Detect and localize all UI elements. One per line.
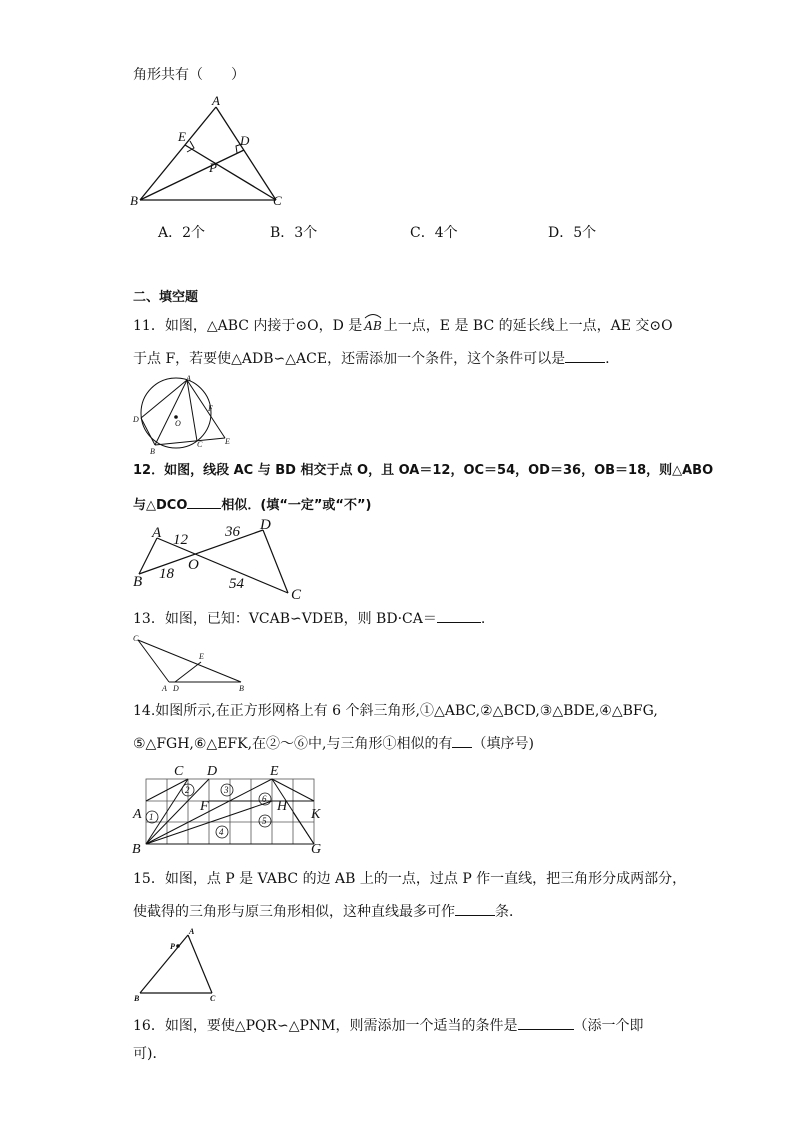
q14-circle-2: 2 (185, 785, 190, 795)
q14-grid (146, 779, 314, 844)
q12-label-b: B (133, 574, 143, 590)
q12-line2 (133, 494, 371, 515)
q12-label-c: C (291, 587, 302, 603)
q15-line2 (133, 901, 523, 921)
q10-option-d: D．5个 (548, 225, 597, 241)
q15-point-p (176, 944, 180, 948)
q12-line1: 12．如图，线段 AC 与 BD 相交于点 O，且 OA＝12，OC＝54，OD＝36，OB＝18，则△ABO (133, 463, 714, 478)
q10-label-d: D (240, 133, 250, 148)
section-title: 二、填空题 (133, 290, 199, 305)
q14-circle-5: 5 (262, 816, 267, 826)
q10-side-ac (216, 107, 276, 200)
q11-label-f: F (208, 404, 213, 413)
q11-label-c: C (197, 440, 203, 449)
q14-circle-6: 6 (262, 794, 267, 804)
q16-answer-blank (518, 1015, 574, 1030)
q10-label-a: A (212, 93, 220, 108)
q10-label-c: C (273, 193, 282, 208)
q11-line1 (133, 317, 673, 335)
q11-segment-bce (155, 438, 225, 445)
q10-label-b: B (130, 193, 138, 208)
q10-label-e: E (178, 129, 186, 144)
q14-line2 (133, 733, 534, 753)
q13-label-c: C (133, 634, 139, 643)
q14-label-f: F (200, 799, 209, 814)
q11-arc-ab (364, 317, 381, 335)
q12-number-18: 18 (159, 566, 174, 582)
q10-segment-bd (140, 150, 244, 200)
q14-label-k: K (311, 807, 321, 822)
q15-label-p: P (170, 942, 175, 951)
q15-label-a: A (189, 927, 195, 936)
q10-label-p: P (209, 160, 217, 175)
q15-answer-blank (455, 901, 495, 916)
q11-arc-label: AB (364, 319, 382, 333)
q12-figure (133, 516, 313, 601)
q11-figure (133, 374, 243, 456)
q15-label-c: C (210, 994, 216, 1003)
q12-label-a: A (152, 525, 162, 541)
q11-label-o: O (175, 419, 181, 428)
q10-side-ab (140, 107, 216, 200)
q11-segment-ae (187, 380, 225, 438)
q11-line2-text: 于点 F，若要使△ADB∽△ACE，还需添加一个条件，这个条件可以是 (133, 351, 566, 367)
q12-number-36: 36 (225, 524, 240, 540)
q13-figure (133, 632, 253, 692)
q13-segment-de (175, 662, 201, 682)
q13-answer-blank (437, 608, 481, 623)
q14-label-h: H (277, 799, 288, 814)
q15-side-ac (188, 935, 212, 993)
q13-label-b: B (239, 684, 244, 693)
q10-figure (130, 95, 290, 210)
q12-answer-blank (187, 494, 221, 509)
q14-figure (130, 760, 330, 855)
q14-label-a: A (133, 807, 142, 822)
q11-label-e: E (225, 437, 230, 446)
q14-label-b: B (132, 842, 141, 857)
q11-label-a: A (186, 374, 191, 383)
q11-line2 (133, 348, 610, 368)
q15-side-ab (140, 935, 188, 993)
q15-line1: 15．如图，点 P 是 VABC 的边 AB 上的一点，过点 P 作一直线，把三角形分成两部分， (133, 871, 687, 887)
q12-line2-end: 相似．(填“一定”或“不”) (221, 498, 372, 513)
q15-figure (130, 925, 230, 1005)
arc-symbol-icon (364, 313, 382, 319)
q14-circle-4: 4 (219, 827, 224, 837)
q12-line2-start: 与△DCO (133, 498, 188, 513)
q13-line1 (133, 608, 485, 628)
q14-line2-start: ⑤△FGH,⑥△EFK,在②～⑥中,与三角形①相似的有 (133, 736, 453, 752)
q14-label-g: G (311, 842, 322, 857)
q13-label-a: A (162, 684, 167, 693)
q11-segment-db (141, 418, 155, 445)
q16-line2: 可)． (133, 1046, 167, 1062)
q11-line2-period: . (605, 351, 610, 367)
q11-side-ac (187, 380, 197, 441)
q14-answer-blank (452, 733, 472, 748)
q11-side-ab (155, 380, 187, 445)
q14-label-e: E (270, 764, 279, 779)
q12-number-12: 12 (173, 532, 188, 548)
q14-label-c: C (174, 764, 184, 779)
q12-number-54: 54 (229, 576, 244, 592)
q15-label-b: B (134, 994, 140, 1003)
q13-line1-period: . (480, 611, 486, 627)
q11-answer-blank (565, 348, 605, 363)
q10-stem-tail: 角形共有（ ） (133, 67, 245, 83)
q11-label-d: D (133, 415, 139, 424)
q14-circle-3: 3 (224, 785, 229, 795)
q11-line1-start: 11．如图，△ABC 内接于⊙O，D 是 (133, 318, 363, 334)
q14-circle-1: 1 (149, 812, 154, 822)
q10-option-b: B．3个 (270, 225, 318, 241)
q11-line1-end: 上一点，E 是 BC 的延长线上一点，AE 交⊙O (383, 318, 673, 334)
q15-line2-start: 使截得的三角形与原三角形相似，这种直线最多可作 (133, 904, 455, 920)
q16-line1-end: （添一个即 (573, 1018, 644, 1034)
q11-label-b: B (150, 447, 155, 456)
q10-option-c: C．4个 (410, 225, 458, 241)
q12-label-d: D (260, 517, 271, 533)
q14-label-d: D (207, 764, 218, 779)
q14-line2-end: （填序号) (472, 736, 534, 752)
q13-label-e: E (199, 652, 204, 661)
q16-line1 (133, 1015, 644, 1035)
q13-line1-text: 13．如图，已知：VCAB∽VDEB，则 BD·CA＝ (133, 611, 437, 627)
q14-line1: 14.如图所示,在正方形网格上有 6 个斜三角形,①△ABC,②△BCD,③△BDE,④△BFG, (133, 703, 658, 719)
q12-label-o: O (188, 557, 199, 573)
q11-segment-ad (141, 380, 187, 418)
q10-option-a: A．2个 (158, 225, 206, 241)
q13-label-d: D (173, 684, 179, 693)
q16-line1-start: 16．如图，要使△PQR∽△PNM，则需添加一个适当的条件是 (133, 1018, 518, 1034)
q15-line2-end: 条． (495, 904, 523, 920)
